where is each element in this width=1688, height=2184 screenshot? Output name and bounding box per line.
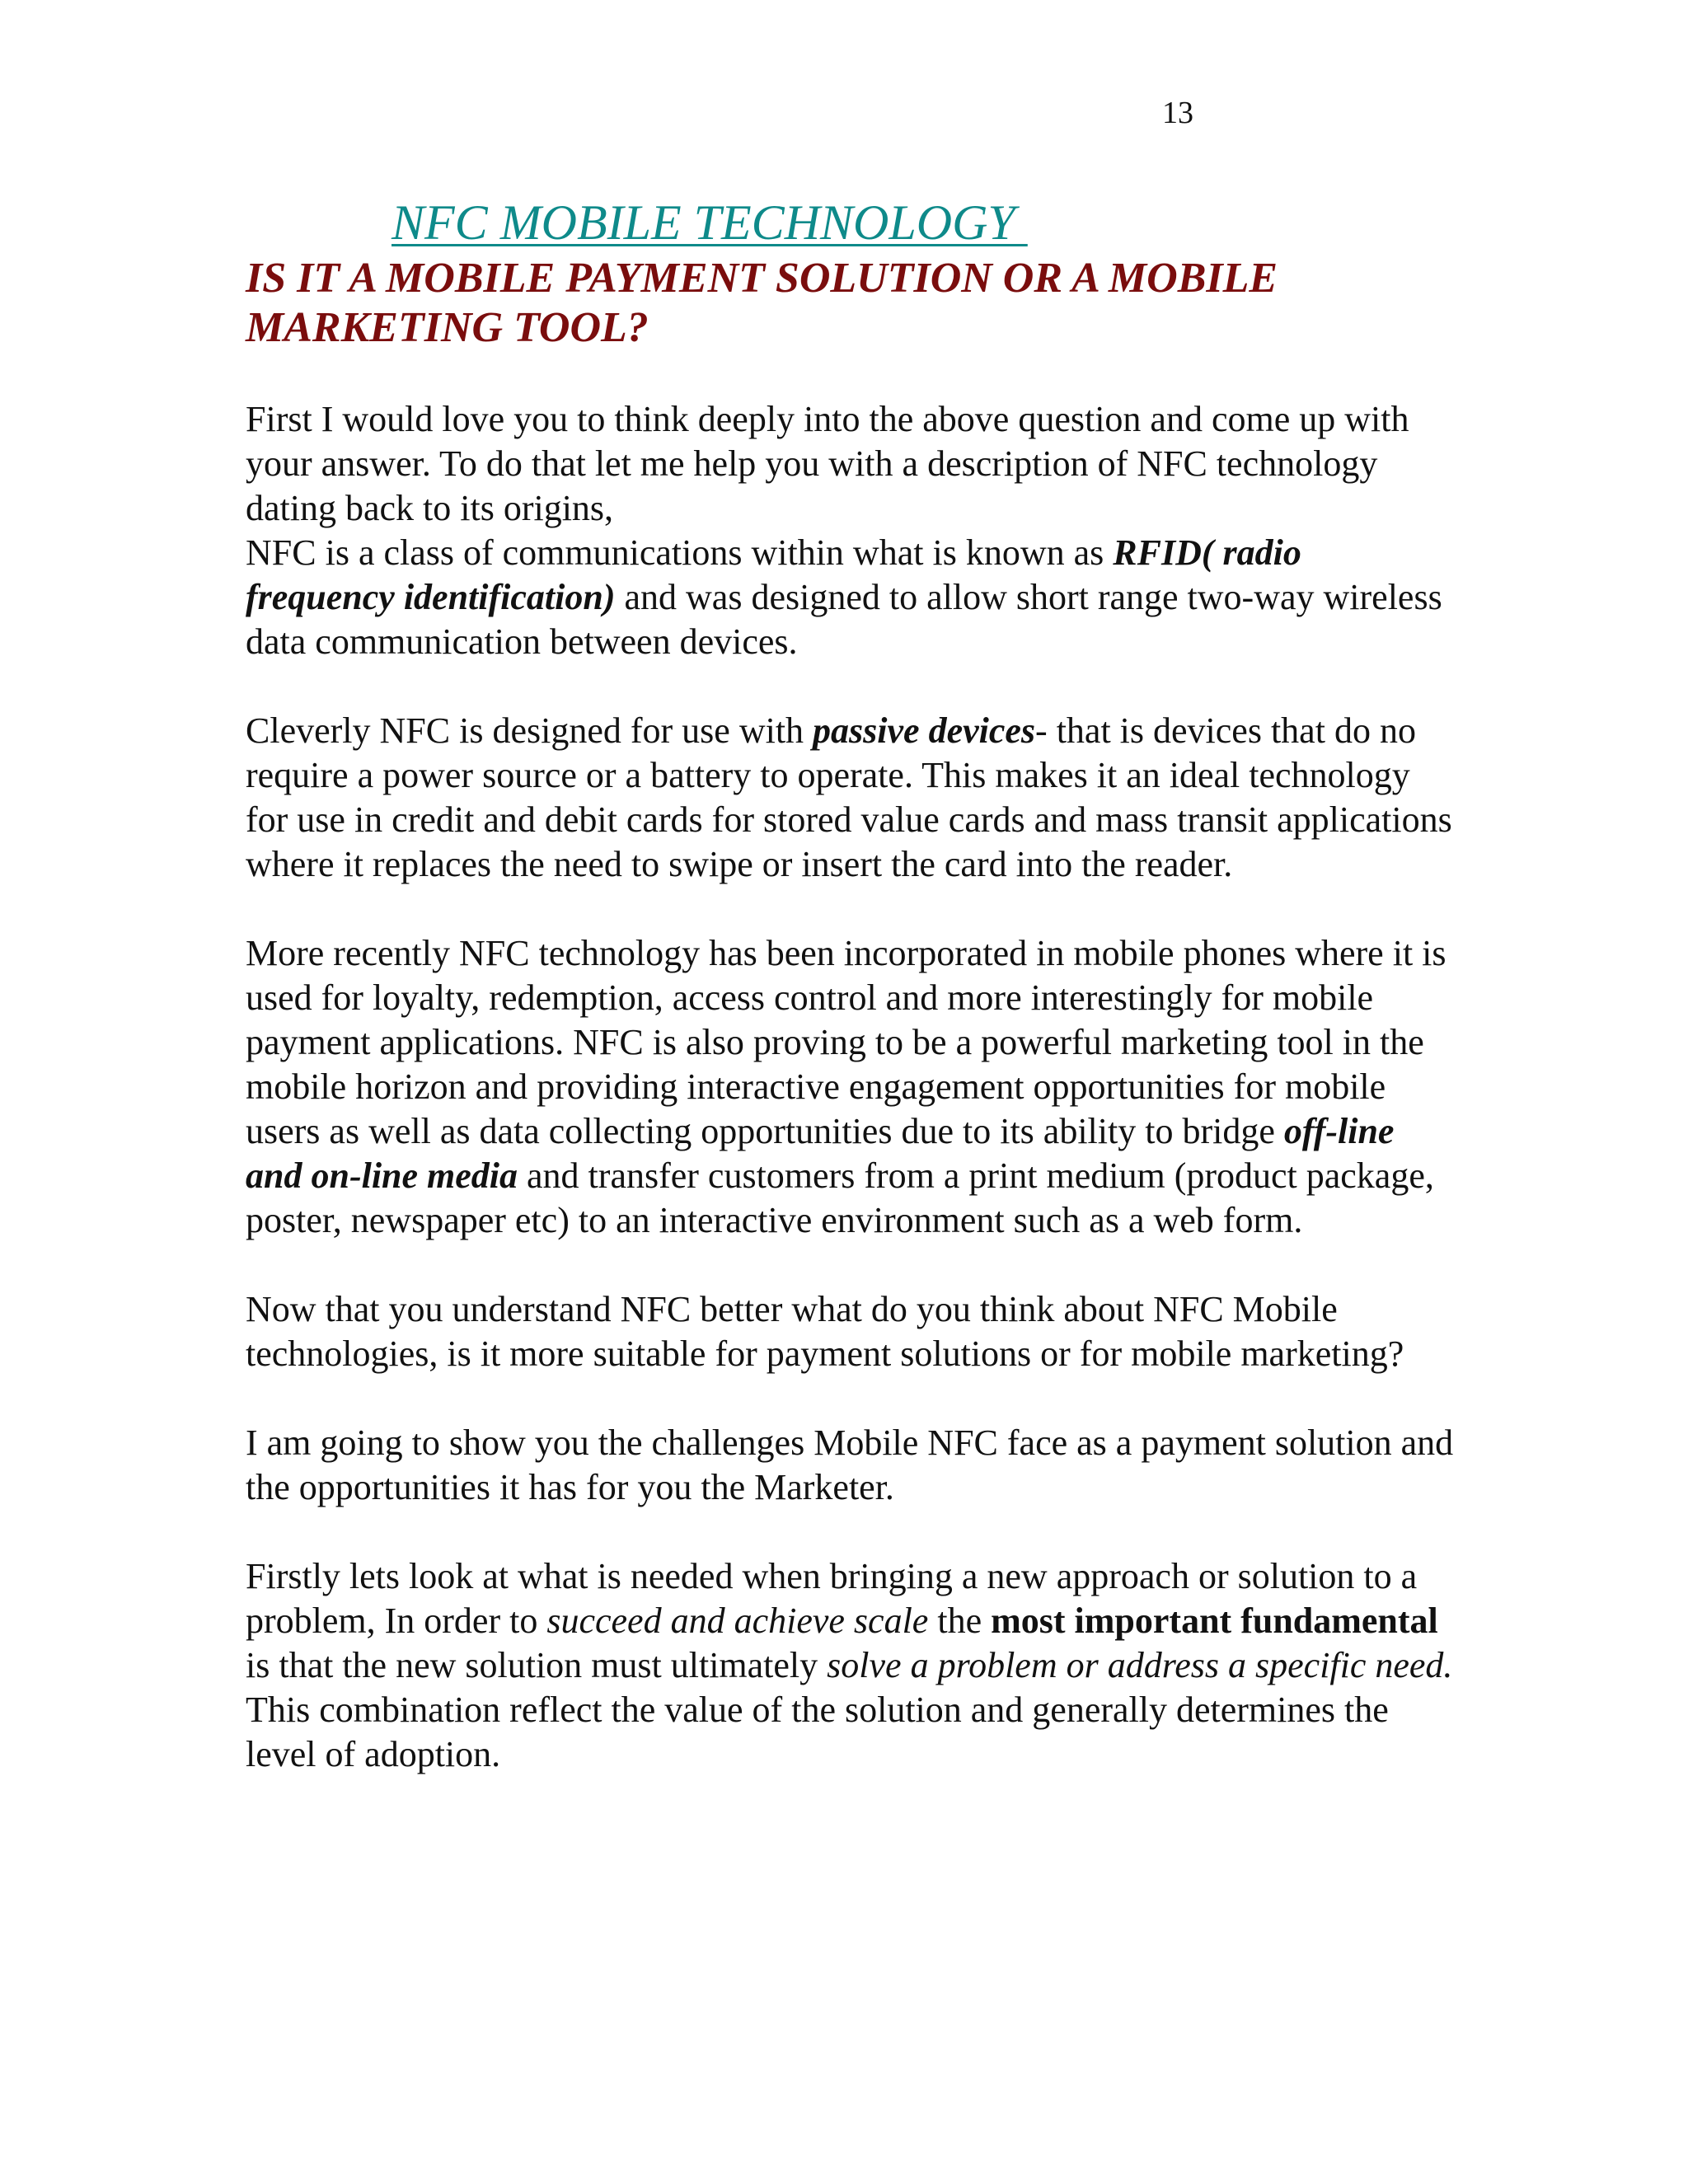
paragraph-text: the bbox=[928, 1601, 992, 1641]
paragraph-text: and was designed to allow short range two-way wireless data communication between devices. bbox=[246, 577, 1442, 662]
paragraph-challenges bbox=[246, 1421, 1457, 1510]
emphasis-passive-devices: passive devices bbox=[813, 710, 1036, 751]
paragraph-fundamentals bbox=[246, 1554, 1457, 1777]
emphasis-rfid: RFID( radio frequency identification) bbox=[246, 532, 1301, 617]
paragraph-text: More recently NFC technology has been incorporated in mobile phones where it is used for loyalty, redemption, access control and more interestingly for mobile payment applications. NFC is also proving to be a powerful marketing tool in the mobile horizon and providing interactive engagement opportunities for mobile users as well as data collecting opportunities due to its ability to bridge bbox=[246, 933, 1447, 1151]
paragraph-text: Now that you understand NFC better what do you think about NFC Mobile technologies, is it more suitable for payment solutions or for mobile marketing? bbox=[246, 1289, 1404, 1374]
paragraph-text: This combination reflect the value of the solution and generally determines the level of adoption. bbox=[246, 1690, 1389, 1774]
page-title: NFC MOBILE TECHNOLOGY bbox=[392, 195, 1028, 250]
body-text bbox=[246, 397, 1457, 1821]
emphasis-succeed-scale: succeed and achieve scale bbox=[546, 1601, 929, 1641]
paragraph-mobile-phones bbox=[246, 931, 1457, 1243]
emphasis-offline-online-media: off-line and on-line media bbox=[246, 1111, 1395, 1196]
paragraph-text: - that is devices that do no require a power source or a battery to operate. This makes it an ideal technology for use in credit and debit cards for stored value cards and mass transit applications where it replaces the need to swipe or insert the card into the reader. bbox=[246, 710, 1452, 884]
paragraph-text: and transfer customers from a print medium (product package, poster, newspaper etc) to an interactive environment such as a web form. bbox=[246, 1155, 1434, 1240]
paragraph-text: is that the new solution must ultimately bbox=[246, 1645, 828, 1685]
paragraph-text: NFC is a class of communications within what is known as bbox=[246, 532, 1114, 573]
paragraph-text: I am going to show you the challenges Mobile NFC face as a payment solution and the opportunities it has for you the Marketer. bbox=[246, 1422, 1454, 1507]
paragraph-nfc-origins bbox=[246, 397, 1457, 664]
paragraph-passive-devices bbox=[246, 709, 1457, 887]
paragraph-text: First I would love you to think deeply into the above question and come up with your answer. To do that let me help you with a description of NFC technology dating back to its origins, bbox=[246, 399, 1409, 528]
paragraph-text: Firstly lets look at what is needed when bringing a new approach or solution to a problem, In order to bbox=[246, 1556, 1418, 1641]
paragraph-text: Cleverly NFC is designed for use with bbox=[246, 710, 814, 751]
page-subtitle: IS IT A MOBILE PAYMENT SOLUTION OR A MOBILE MARKETING TOOL? bbox=[246, 255, 1278, 351]
emphasis-most-important: most important fundamental bbox=[991, 1601, 1438, 1641]
paragraph-question bbox=[246, 1287, 1457, 1376]
emphasis-solve-problem: solve a problem or address a specific need. bbox=[827, 1645, 1453, 1685]
page-number: 13 bbox=[1162, 96, 1193, 130]
